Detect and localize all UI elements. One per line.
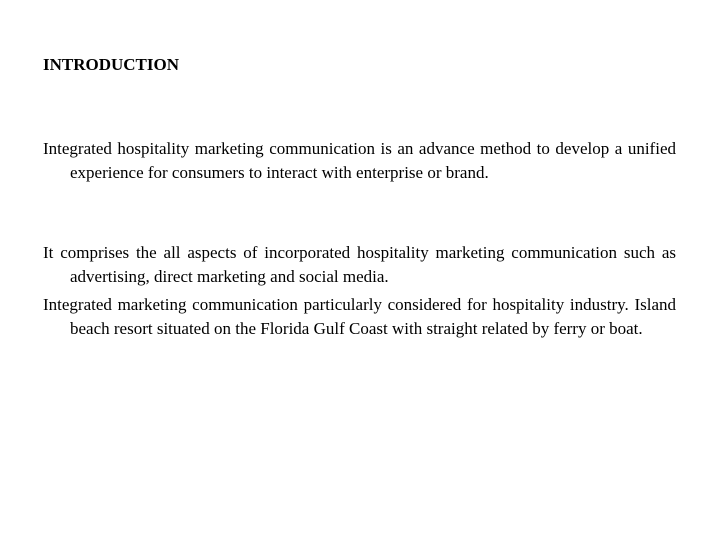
paragraph-aspects: It comprises the all aspects of incorporated hospitality marketing communication such as advertising, direct marketing and social media. <box>43 243 676 286</box>
paragraph-intro: Integrated hospitality marketing communication is an advance method to develop a unified experience for consumers to interact with enterprise or brand. <box>43 139 676 182</box>
section-heading: INTRODUCTION <box>43 55 180 74</box>
document-page <box>43 0 676 540</box>
paragraph-resort: Integrated marketing communication particularly considered for hospitality industry. Island beach resort situated on the Florida Gulf Coast with straight related by ferry or boat. <box>43 295 676 338</box>
